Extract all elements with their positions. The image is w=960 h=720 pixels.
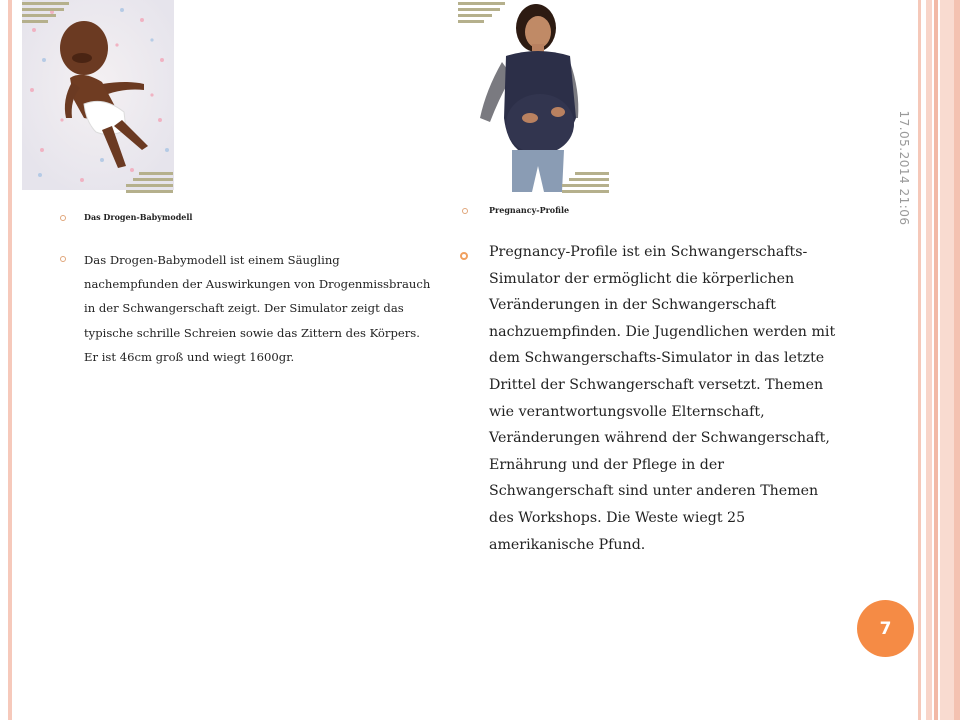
right-caption: Pregnancy-Profile — [489, 205, 570, 215]
bullet-icon — [462, 208, 468, 214]
right-border-stripe — [926, 0, 932, 720]
right-description: Pregnancy-Profile ist ein Schwangerschafts-Simulator der ermöglicht die körperlichen Veränderungen in der Schwangerschaft nachzuempfinden. Die Jugendlichen werden mit dem Schwangerschafts-Simulator in das letzte Drittel der Schwangerschaft versetzt. Themen wie verantwortungsvolle Elternschaft, Veränderungen während der Schwangerschaft, Ernährung und der Pflege in der Schwangerschaft sind unter anderen Themen des Workshops. Die Weste wiegt 25 amerikanische Pfund. — [489, 244, 836, 553]
decorative-lines — [22, 2, 69, 26]
decorative-lines — [458, 2, 505, 26]
page-number-badge: 7 — [857, 600, 914, 657]
right-border-stripe — [934, 0, 938, 720]
right-border-stripe — [954, 0, 960, 720]
left-caption: Das Drogen-Babymodell — [84, 212, 193, 222]
baby-model-photo — [22, 0, 174, 190]
slide-date: 17.05.2014 21:06 — [897, 110, 911, 226]
decorative-lines — [126, 172, 173, 196]
left-description: Das Drogen-Babymodell ist einem Säugling nachempfunden der Auswirkungen von Drogenmissbrauch in der Schwangerschaft zeigt. Der Simulator zeigt das typische schrille Schreien sowie das Zittern des Körpers. Er ist 46cm groß und wiegt 1600gr. — [84, 253, 431, 364]
bullet-icon — [460, 252, 468, 260]
left-border — [8, 0, 12, 720]
pregnancy-vest-photo — [460, 0, 610, 192]
bullet-icon — [60, 215, 66, 221]
right-border-stripe — [918, 0, 921, 720]
right-border-stripe — [940, 0, 954, 720]
decorative-lines — [562, 172, 609, 196]
bullet-icon — [60, 256, 66, 262]
